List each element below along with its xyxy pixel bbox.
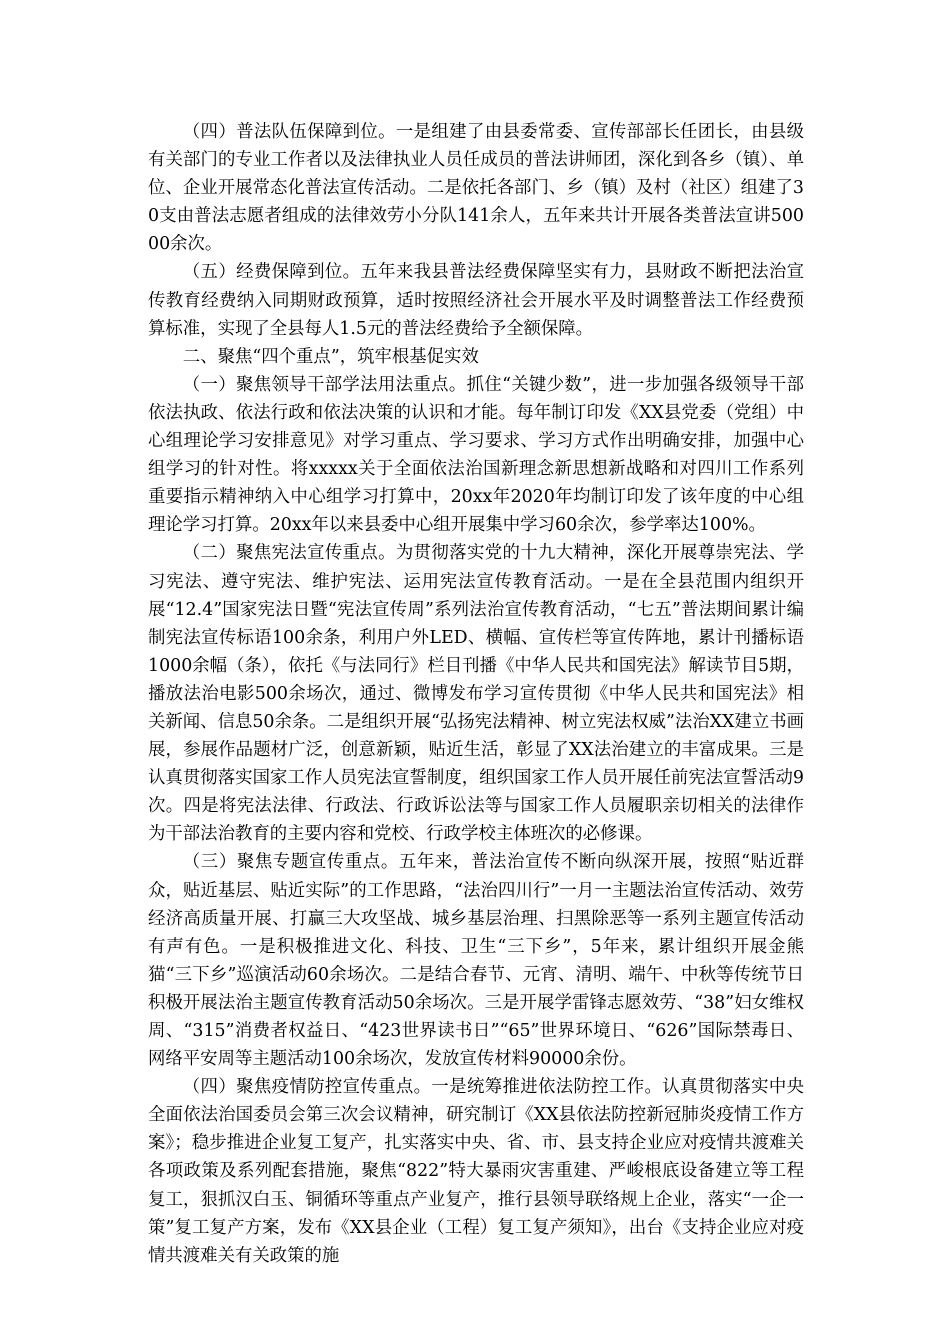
section-heading-four-focus: 二、聚焦“四个重点”，筑牢根基促实效 — [182, 346, 479, 367]
paragraph-epidemic-publicity: （四）聚焦疫情防控宣传重点。一是统筹推进依法防控工作。认真贯彻落实中央全面依法治国委员会第三次会议精神，研究制订《XX县依法防控新冠肺炎疫情工作方案》；稳步推进企业复工复产，扎实落实中央、省、市、县支持企业应对疫情共渡难关各项政策及系列配套措施，聚焦“822”特大暴雨灾害重建、严峻根底设备建立等工程复工，狠抓汉白玉、铜循环等重点产业复产，推行县领导联络规上企业，落实“一企一策”复工复产方案，发布《XX县企业（工程）复工复产须知》，出台《支持企业应对疫情共渡难关有关政策的施 — [148, 1077, 804, 1266]
paragraph-team-guarantee: （四）普法队伍保障到位。一是组建了由县委常委、宣传部部长任团长，由县级有关部门的专业工作者以及法律执业人员任成员的普法讲师团，深化到各乡（镇）、单位、企业开展常态化普法宣传活动。二是依托各部门、乡（镇）及村（社区）组建了30支由普法志愿者组成的法律效劳小分队141余人，五年来共计开展各类普法宣讲50000余次。 — [148, 122, 804, 255]
document-body — [148, 118, 804, 1270]
paragraph-thematic-publicity: （三）聚焦专题宣传重点。五年来，普法治宣传不断向纵深开展，按照“贴近群众，贴近基层、贴近实际”的工作思路，“法治四川行”一月一主题法治宣传活动、效劳经济高质量开展、打赢三大攻坚战、城乡基层治理、扫黑除恶等一系列主题宣传活动有声有色。一是积极推进文化、科技、卫生“三下乡”，5年来，累计组织开展金熊猫“三下乡”巡演活动60余场次。二是结合春节、元宵、清明、端午、中秋等传统节日积极开展法治主题宣传教育活动50余场次。三是开展学雷锋志愿效劳、“38”妇女维权周、“315”消费者权益日、“423世界读书日”“65”世界环境日、“626”国际禁毒日、网络平安周等主题活动100余场次，发放宣传材料90000余份。 — [148, 852, 804, 1070]
paragraph-leader-cadres: （一）聚焦领导干部学法用法重点。抓住“关键少数”，进一步加强各级领导干部依法执政、依法行政和依法决策的认识和才能。每年制订印发《XX县党委（党组）中心组理论学习安排意见》对学习重点、学习要求、学习方式作出明确安排，加强中心组学习的针对性。将xxxxx关于全面依法治国新理念新思想新战略和对四川工作系列重要指示精神纳入中心组学习打算中，20xx年2020年均制订印发了该年度的中心组理论学习打算。20xx年以来县委中心组开展集中学习60余次，参学率达100%。 — [148, 374, 804, 536]
paragraph-funding-guarantee: （五）经费保障到位。五年来我县普法经费保障坚实有力，县财政不断把法治宣传教育经费纳入同期财政预算，适时按照经济社会开展水平及时调整普法工作经费预算标准，实现了全县每人1.5元的普法经费给予全额保障。 — [148, 262, 804, 339]
paragraph-constitution-publicity: （二）聚焦宪法宣传重点。为贯彻落实党的十九大精神，深化开展尊崇宪法、学习宪法、遵守宪法、维护宪法、运用宪法宣传教育活动。一是在全县范围内组织开展“12.4”国家宪法日暨“宪法宣传周”系列法治宣传教育活动，“七五”普法期间累计编制宪法宣传标语100余条，利用户外LED、横幅、宣传栏等宣传阵地，累计刊播标语1000余幅（条），依托《与法同行》栏目刊播《中华人民共和国宪法》解读节目5期，播放法治电影500余场次，通过、微博发布学习宣传贯彻《中华人民共和国宪法》相关新闻、信息50余条。二是组织开展“弘扬宪法精神、树立宪法权威”法治XX建立书画展，参展作品题材广泛，创意新颖，贴近生活，彰显了XX法治建立的丰富成果。三是认真贯彻落实国家工作人员宪法宣誓制度，组织国家工作人员开展任前宪法宣誓活动9次。四是将宪法法律、行政法、行政诉讼法等与国家工作人员履职亲切相关的法律作为干部法治教育的主要内容和党校、行政学校主体班次的必修课。 — [148, 543, 804, 845]
